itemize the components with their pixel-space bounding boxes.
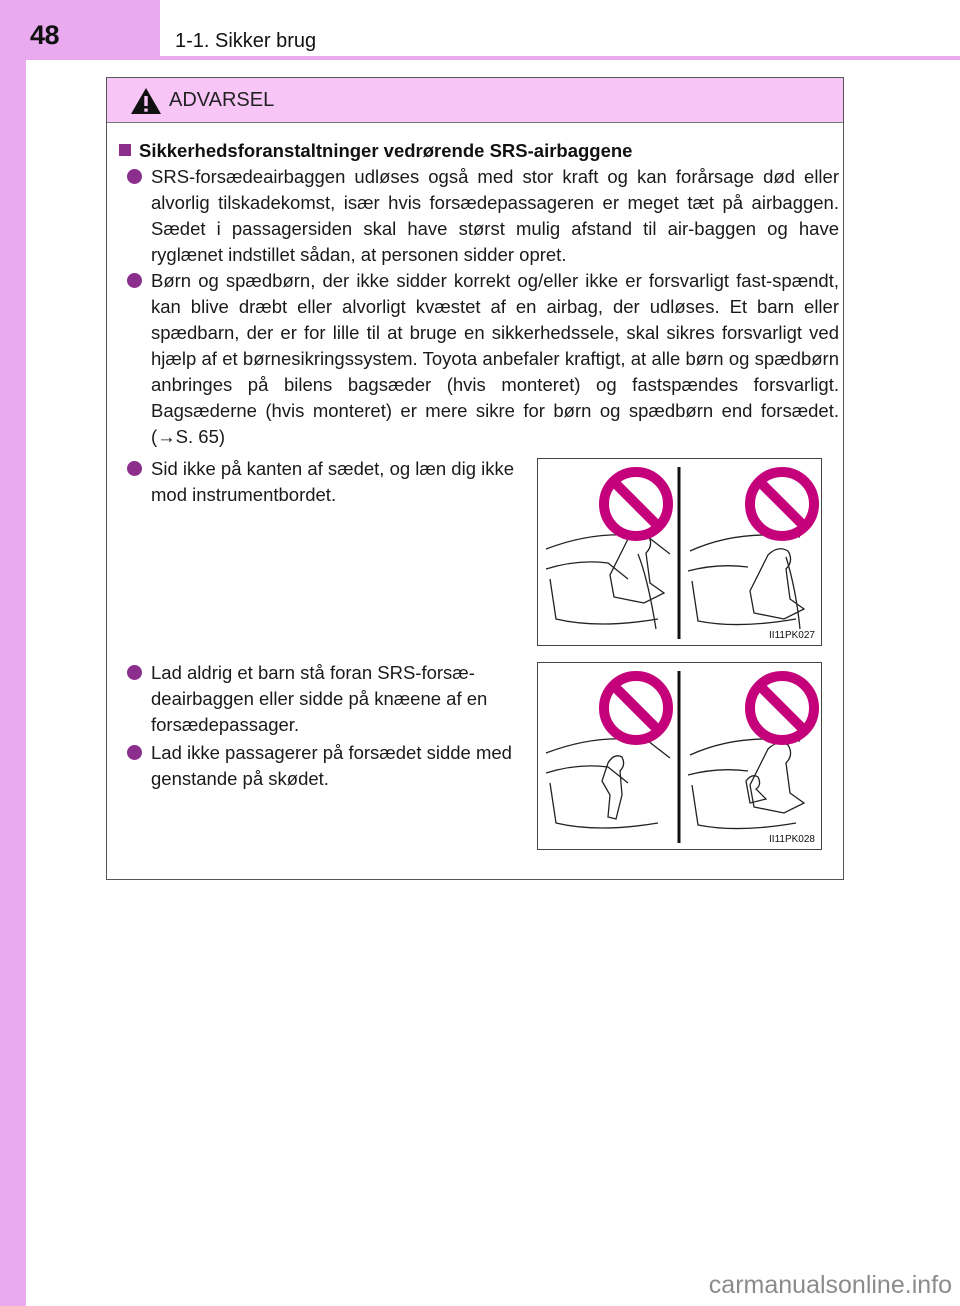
warning-item-5: Lad ikke passagerer på forsædet sidde med genstande på skødet. (151, 742, 512, 789)
figure-code: II11PK028 (769, 834, 815, 845)
reference-arrow: → (157, 426, 176, 447)
figure-code: II11PK027 (769, 630, 815, 641)
figure-sitting-warning (537, 458, 822, 646)
bullet-dot-icon (127, 273, 142, 288)
page-reference: S. 65) (175, 426, 226, 447)
illustration-passenger-leaning (538, 459, 820, 644)
warning-item-3: Sid ikke på kanten af sædet, og læn dig ikke mod instrumentbordet. (151, 458, 515, 505)
warning-item-2 (151, 268, 839, 450)
square-bullet-icon (119, 144, 131, 156)
warning-triangle-icon (129, 86, 163, 116)
page-number: 48 (30, 20, 60, 50)
bullet-dot-icon (127, 169, 142, 184)
warning-item-4: Lad aldrig et barn stå foran SRS-forsæ-deairbaggen eller sidde på knæene af en forsædepassager. (151, 662, 488, 735)
warning-heading-text: Sikkerhedsforanstaltninger vedrørende SRS-airbaggene (139, 140, 633, 161)
header-rule (26, 56, 960, 60)
illustration-child-standing (538, 663, 820, 848)
warning-heading (119, 140, 632, 162)
warning-item-1: SRS-forsædeairbaggen udløses også med stor kraft og kan forårsage død eller alvorlig tilskadekomst, især hvis forsædepassageren er meget tæt på airbaggen. Sædet i passagersiden skal have størst mulig afstand til air-baggen og have ryglænet indstillet sådan, at personen sidder opret. (151, 166, 839, 265)
warning-item-2-text: Børn og spædbørn, der ikke sidder korrekt og/eller ikke er forsvarligt fast-spændt, kan blive dræbt eller alvorligt kvæstet af en airbag, der udløses. Et barn eller spædbarn, der er for lille til at bruge en sikkerhedssele, skal sikres forsvarligt ved hjælp af et børnesikringssystem. Toyota anbefaler kraftigt, at alle børn og spædbørn anbringes på bilens bagsæder (hvis monteret) og fastspændes forsvarligt. Bagsæderne (hvis monteret) er mere sikre for børn og spædbørn end forsædet. ( (151, 270, 839, 447)
warning-box (106, 77, 844, 880)
bullet-dot-icon (127, 745, 142, 760)
bullet-dot-icon (127, 461, 142, 476)
section-title: 1-1. Sikker brug (175, 30, 317, 52)
figure-child-warning (537, 662, 822, 850)
watermark: carmanualsonline.info (708, 1271, 952, 1299)
warning-header (107, 78, 843, 123)
bullet-dot-icon (127, 665, 142, 680)
side-color-strip (0, 0, 26, 1306)
warning-label: ADVARSEL (169, 89, 275, 111)
